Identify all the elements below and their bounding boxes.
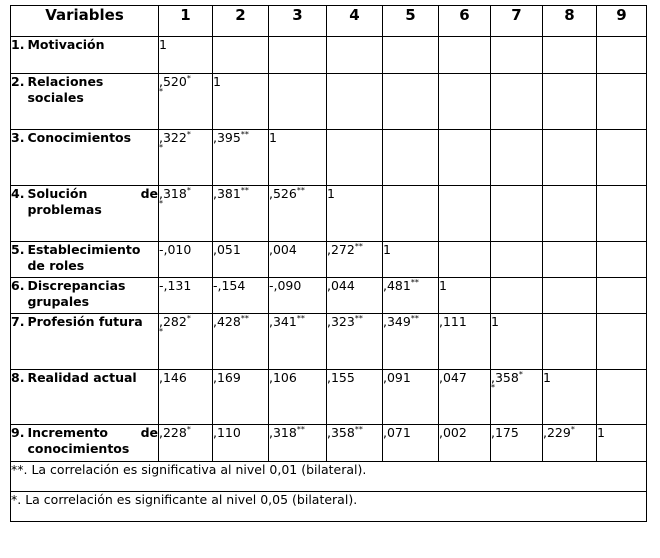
table-row [11, 370, 647, 425]
correlation-cell [269, 186, 327, 242]
table-row [11, 242, 647, 278]
significance-marker: * [186, 73, 191, 83]
correlation-value: -,090 [269, 278, 302, 293]
significance-marker: ** [410, 277, 419, 287]
correlation-value: -,154 [213, 278, 246, 293]
correlation-cell [597, 278, 647, 314]
correlation-cell [597, 37, 647, 74]
correlation-cell [159, 74, 213, 130]
correlation-cell [597, 186, 647, 242]
correlation-value: ,229 [543, 425, 571, 440]
correlation-value: ,146 [159, 370, 187, 385]
variable-label-line: Conocimientos [27, 130, 132, 145]
correlation-cell [213, 242, 269, 278]
correlation-value: 1 [597, 425, 605, 440]
correlation-cell [327, 37, 383, 74]
correlation-cell [491, 37, 543, 74]
correlation-cell [269, 37, 327, 74]
correlation-value: ,175 [491, 425, 519, 440]
significance-marker: ** [240, 313, 249, 323]
significance-marker: * [570, 424, 575, 434]
correlation-value: ,318 [269, 425, 297, 440]
significance-marker: ** [296, 185, 305, 195]
variable-number: 7. [11, 314, 25, 329]
correlation-cell [439, 186, 491, 242]
variable-label-line: Motivación [27, 37, 105, 52]
correlation-cell [543, 130, 597, 186]
correlation-cell [213, 370, 269, 425]
variable-label-line: Establecimiento [27, 242, 141, 257]
correlation-value: ,155 [327, 370, 355, 385]
correlation-cell [159, 186, 213, 242]
variable-label [11, 186, 159, 242]
significance-marker: ** [354, 424, 363, 434]
correlation-cell [597, 314, 647, 370]
correlation-cell [327, 130, 383, 186]
header-col-2: 2 [213, 6, 269, 37]
correlation-cell [213, 74, 269, 130]
correlation-value: ,004 [269, 242, 297, 257]
table-row [11, 186, 647, 242]
header-col-8: 8 [543, 6, 597, 37]
correlation-value: ,169 [213, 370, 241, 385]
variable-label-line: conocimientos [27, 441, 130, 456]
correlation-cell [383, 314, 439, 370]
significance-marker: ** [240, 129, 249, 139]
correlation-cell [597, 370, 647, 425]
variable-number: 3. [11, 130, 25, 145]
correlation-value: ,349 [383, 314, 411, 329]
variable-label-line: Discrepancias [27, 278, 126, 293]
note-row-1 [11, 462, 647, 492]
header-col-1: 1 [159, 6, 213, 37]
correlation-cell [159, 314, 213, 370]
header-variables: Variables [11, 6, 159, 37]
correlation-cell [159, 278, 213, 314]
significance-note-001: **. La correlación es significativa al nivel 0,01 (bilateral). [11, 462, 647, 492]
significance-marker: * [186, 185, 191, 195]
correlation-cell [269, 278, 327, 314]
significance-marker: ** [240, 185, 249, 195]
correlation-cell [543, 278, 597, 314]
header-row [11, 6, 647, 37]
correlation-cell [439, 242, 491, 278]
variable-number: 4. [11, 186, 25, 201]
correlation-cell [327, 314, 383, 370]
correlation-cell [543, 37, 597, 74]
correlation-cell [491, 370, 543, 425]
variable-label-word: de [140, 425, 158, 440]
significance-marker-wrap: * [159, 199, 163, 208]
correlation-value: ,481 [383, 278, 411, 293]
significance-marker: * [186, 424, 191, 434]
correlation-value: ,358 [327, 425, 355, 440]
correlation-cell [159, 242, 213, 278]
significance-marker: ** [296, 313, 305, 323]
correlation-cell [383, 130, 439, 186]
header-col-4: 4 [327, 6, 383, 37]
correlation-cell [213, 130, 269, 186]
correlation-cell [269, 425, 327, 462]
correlation-value: ,318 [159, 186, 187, 201]
significance-marker: ** [354, 241, 363, 251]
variable-number: 5. [11, 242, 25, 257]
correlation-cell [383, 370, 439, 425]
variable-label-line: Realidad actual [27, 370, 137, 385]
correlation-table [10, 5, 647, 522]
correlation-cell [543, 370, 597, 425]
correlation-cell [439, 314, 491, 370]
correlation-cell [491, 242, 543, 278]
variable-label-word: de [140, 186, 158, 201]
table-row [11, 278, 647, 314]
correlation-cell [213, 278, 269, 314]
correlation-value: 1 [213, 74, 221, 89]
correlation-value: 1 [269, 130, 277, 145]
correlation-cell [439, 278, 491, 314]
table-row [11, 425, 647, 462]
significance-marker: ** [410, 313, 419, 323]
correlation-cell [543, 242, 597, 278]
correlation-value: ,051 [213, 242, 241, 257]
variable-number: 2. [11, 74, 25, 89]
variable-label-line: Profesión futura [27, 314, 143, 329]
correlation-value: ,044 [327, 278, 355, 293]
correlation-cell [543, 186, 597, 242]
correlation-value: 1 [543, 370, 551, 385]
correlation-cell [491, 425, 543, 462]
correlation-cell [597, 242, 647, 278]
variable-label [11, 425, 159, 462]
correlation-cell [213, 425, 269, 462]
header-col-9: 9 [597, 6, 647, 37]
correlation-value: ,428 [213, 314, 241, 329]
correlation-cell [543, 74, 597, 130]
correlation-cell [269, 242, 327, 278]
variable-label-line: grupales [27, 294, 90, 309]
significance-marker: * [518, 369, 523, 379]
correlation-cell [159, 370, 213, 425]
correlation-cell [597, 74, 647, 130]
significance-marker-wrap: * [491, 383, 495, 392]
correlation-cell [383, 74, 439, 130]
variable-number: 8. [11, 370, 25, 385]
correlation-value: ,520 [159, 74, 187, 89]
correlation-value: 1 [159, 37, 167, 52]
correlation-value: ,381 [213, 186, 241, 201]
correlation-cell [213, 37, 269, 74]
correlation-cell [491, 186, 543, 242]
correlation-value: ,228 [159, 425, 187, 440]
correlation-cell [327, 74, 383, 130]
correlation-value: ,047 [439, 370, 467, 385]
correlation-value: 1 [439, 278, 447, 293]
correlation-cell [269, 370, 327, 425]
significance-marker: ** [296, 424, 305, 434]
variable-label-line [27, 425, 158, 441]
correlation-cell [383, 242, 439, 278]
correlation-value: ,110 [213, 425, 241, 440]
significance-marker: * [186, 129, 191, 139]
correlation-cell [597, 130, 647, 186]
correlation-cell [159, 37, 213, 74]
variable-label-word: Solución [27, 186, 88, 201]
correlation-cell [597, 425, 647, 462]
correlation-cell [491, 130, 543, 186]
significance-marker-wrap: * [159, 327, 163, 336]
correlation-cell [383, 425, 439, 462]
correlation-cell [327, 186, 383, 242]
correlation-value: -,131 [159, 278, 192, 293]
correlation-cell [159, 130, 213, 186]
correlation-cell [327, 370, 383, 425]
variable-label-line: de roles [27, 258, 85, 273]
variable-number: 6. [11, 278, 25, 293]
correlation-value: -,010 [159, 242, 192, 257]
correlation-value: ,091 [383, 370, 411, 385]
correlation-cell [327, 425, 383, 462]
correlation-value: 1 [491, 314, 499, 329]
note-row-2 [11, 492, 647, 522]
correlation-cell [491, 278, 543, 314]
correlation-cell [269, 314, 327, 370]
correlation-value: ,322 [159, 130, 187, 145]
correlation-value: ,341 [269, 314, 297, 329]
variable-label-line: Relaciones [27, 74, 104, 89]
table-row [11, 74, 647, 130]
correlation-cell [439, 370, 491, 425]
table-row [11, 314, 647, 370]
correlation-value: ,395 [213, 130, 241, 145]
variable-label [11, 130, 159, 186]
significance-marker-wrap: * [159, 143, 163, 152]
correlation-cell [213, 314, 269, 370]
correlation-value: ,002 [439, 425, 467, 440]
table-row [11, 130, 647, 186]
correlation-value: ,526 [269, 186, 297, 201]
correlation-cell [543, 425, 597, 462]
variable-label [11, 370, 159, 425]
correlation-value: 1 [327, 186, 335, 201]
correlation-value: 1 [383, 242, 391, 257]
correlation-value: ,282 [159, 314, 187, 329]
variable-label [11, 74, 159, 130]
variable-number: 9. [11, 425, 25, 440]
correlation-cell [327, 242, 383, 278]
correlation-cell [383, 278, 439, 314]
correlation-value: ,071 [383, 425, 411, 440]
correlation-cell [439, 130, 491, 186]
correlation-value: ,323 [327, 314, 355, 329]
variable-label [11, 37, 159, 74]
correlation-value: ,358 [491, 370, 519, 385]
correlation-cell [269, 74, 327, 130]
significance-marker: ** [354, 313, 363, 323]
correlation-cell [543, 314, 597, 370]
correlation-cell [159, 425, 213, 462]
correlation-value: ,106 [269, 370, 297, 385]
variable-label [11, 314, 159, 370]
table-row [11, 37, 647, 74]
correlation-cell [213, 186, 269, 242]
header-col-6: 6 [439, 6, 491, 37]
correlation-cell [491, 74, 543, 130]
correlation-cell [439, 74, 491, 130]
header-col-5: 5 [383, 6, 439, 37]
correlation-cell [383, 37, 439, 74]
correlation-cell [269, 130, 327, 186]
variable-label [11, 278, 159, 314]
variable-label [11, 242, 159, 278]
correlation-cell [439, 425, 491, 462]
header-col-3: 3 [269, 6, 327, 37]
significance-marker-wrap: * [159, 87, 163, 96]
variable-label-line: sociales [27, 90, 84, 105]
correlation-cell [491, 314, 543, 370]
variable-label-word: Incremento [27, 425, 109, 440]
variable-number: 1. [11, 37, 25, 52]
correlation-value: ,111 [439, 314, 467, 329]
correlation-value: ,272 [327, 242, 355, 257]
correlation-cell [383, 186, 439, 242]
variable-label-line: problemas [27, 202, 102, 217]
variable-label-line [27, 186, 158, 202]
correlation-cell [327, 278, 383, 314]
correlation-cell [439, 37, 491, 74]
significance-note-005: *. La correlación es significante al nivel 0,05 (bilateral). [11, 492, 647, 522]
header-col-7: 7 [491, 6, 543, 37]
significance-marker: * [186, 313, 191, 323]
